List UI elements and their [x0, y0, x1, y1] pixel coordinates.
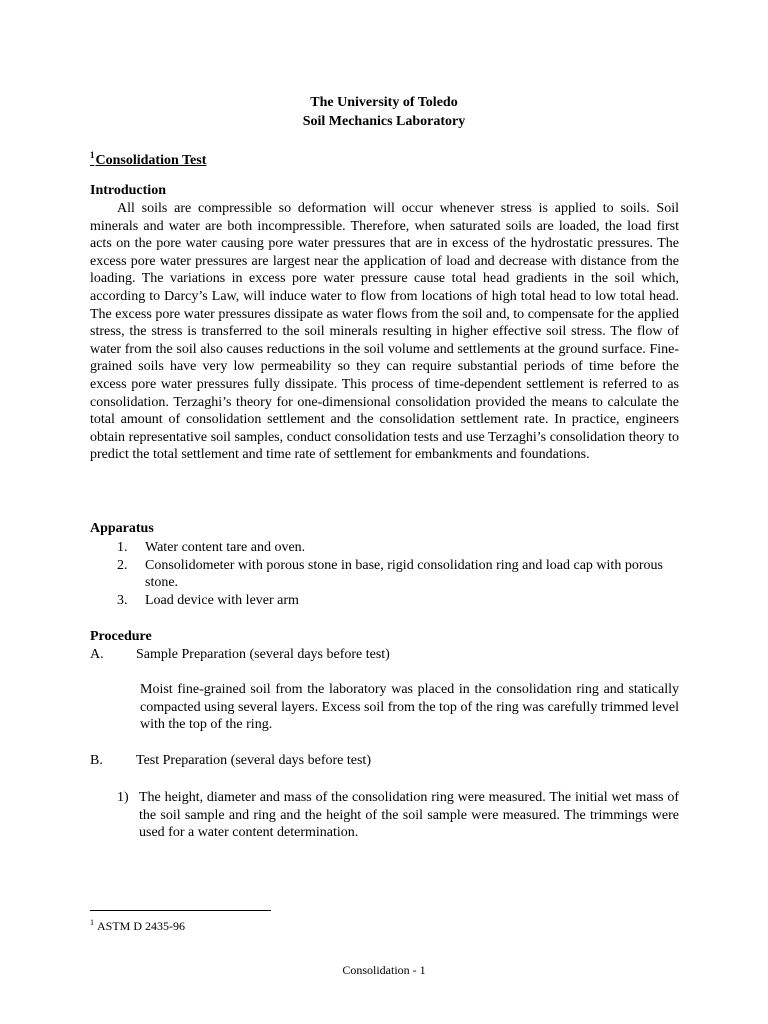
step-letter: A. — [90, 647, 104, 662]
list-item — [90, 557, 680, 592]
list-item — [90, 539, 680, 557]
lab-name: Soil Mechanics Laboratory — [302, 114, 466, 129]
footnote-text: ASTM D 2435-96 — [97, 919, 186, 933]
list-item — [90, 592, 680, 610]
list-item-number: 2. — [117, 557, 128, 573]
step-a-paragraph: Moist fine-grained soil from the laboratory was placed in the consolidation ring and statically compacted using several layers. Excess soil from the top of the ring was carefully trimmed level with the top of the ring. — [140, 682, 679, 733]
university-name: The University of Toledo — [310, 95, 458, 110]
list-item-number: 1. — [117, 540, 128, 555]
footnote — [90, 915, 185, 934]
introduction-heading: Introduction — [90, 183, 166, 198]
document-header — [0, 93, 768, 131]
step-b-item-number: 1) — [117, 790, 129, 805]
page-footer: Consolidation - 1 — [342, 963, 426, 977]
list-item-text: Consolidometer with porous stone in base, rigid consolidation ring and load cap with porous stone. — [145, 557, 663, 591]
list-item-text: Water content tare and oven. — [145, 540, 306, 555]
title-footnote-mark: 1 — [90, 150, 95, 160]
apparatus-heading: Apparatus — [90, 521, 154, 536]
footnote-mark: 1 — [90, 918, 94, 927]
introduction-paragraph: All soils are compressible so deformation will occur whenever stress is applied to soils. Soil minerals and water are both incompressible. Therefore, when saturated soils are loaded, the load first acts on the pore water causing pore water pressures that are in excess of the hydrostatic pressures. The excess pore water pressures are largest near the application of load and decrease with distance from the loading. The variations in excess pore water pressure cause total head gradients in the soil which, according to Darcy’s Law, will induce water to flow from locations of high total head to low total head. The excess pore water pressures dissipate as water flows from the soil and, to compensate for the applied stress, the stress is transferred to the soil minerals resulting in higher effective soil stress. The flow of water from the soil also causes reductions in the soil volume and settlements at the ground surface. Fine-grained soils have very low permeability so they can require substantial periods of time before the excess pore water pressures fully dissipate. This process of time-dependent settlement is referred to as consolidation. Terzaghi’s theory for one-dimensional consolidation provided the means to calculate the total amount of consolidation settlement and the consolidation settlement rate. In practice, engineers obtain representative soil samples, conduct consolidation tests and use Terzaghi’s consolidation theory to predict the total settlement and time rate of settlement for embankments and foundations. — [90, 201, 679, 463]
list-item-number: 3. — [117, 592, 128, 608]
document-title — [90, 145, 206, 171]
footnote-divider — [90, 910, 271, 911]
step-b-title — [90, 752, 371, 770]
list-item-text: Load device with lever arm — [145, 592, 299, 608]
step-b-item — [117, 789, 679, 842]
title-text: Consolidation Test — [95, 153, 207, 168]
step-title: Sample Preparation (several days before test) — [136, 647, 390, 662]
step-a-title — [90, 646, 390, 664]
step-title: Test Preparation (several days before test) — [136, 753, 371, 768]
step-b-item-text: The height, diameter and mass of the consolidation ring were measured. The initial wet mass of the soil sample and ring and the height of the soil sample were measured. The trimmings were used for a water content determination. — [139, 790, 679, 841]
procedure-heading: Procedure — [90, 629, 152, 644]
apparatus-list — [90, 539, 680, 609]
step-letter: B. — [90, 753, 103, 768]
